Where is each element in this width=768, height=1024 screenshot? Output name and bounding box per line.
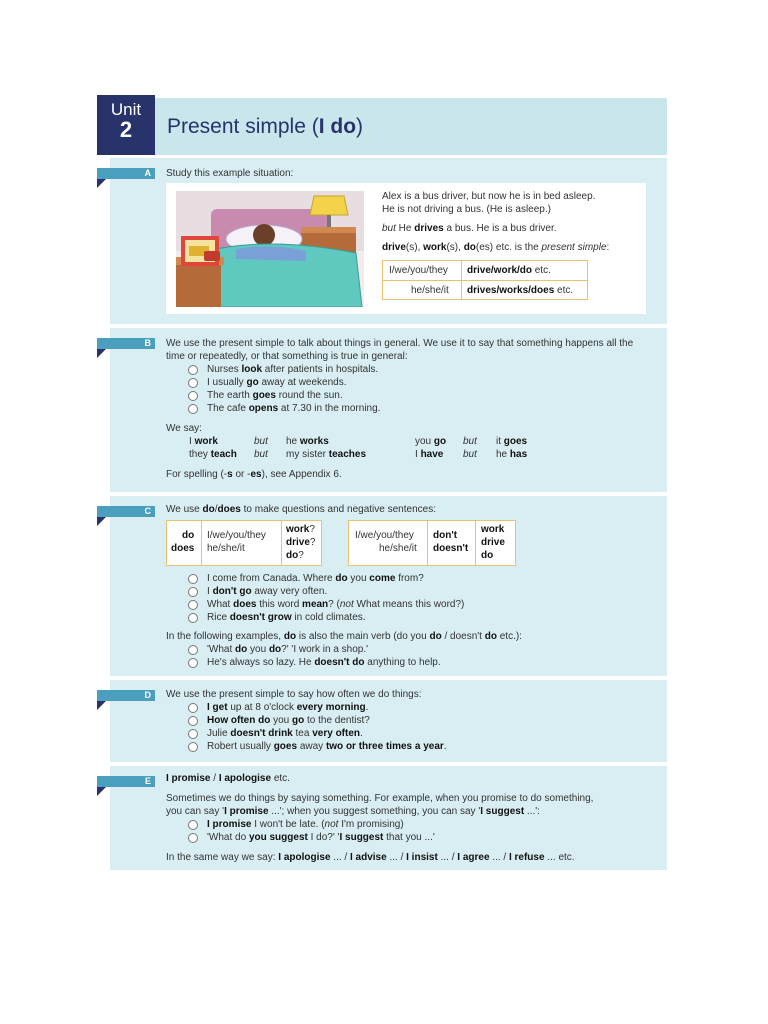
we-say-r1-c3: he works	[286, 436, 329, 447]
section-b-para-2: time or repeatedly, or that something is true in general:	[166, 351, 408, 362]
table-row-1-verb: drive/work/do etc.	[467, 265, 551, 276]
section-e-para-3: In the same way we say: I apologise ... / I advise ... / I insist ... / I agree ... / I refuse ... etc.	[166, 852, 575, 863]
section-c-intro: We use do/does to make questions and negative sentences:	[166, 504, 436, 515]
n-subject-1: I/we/you/they	[355, 530, 414, 541]
list-item: The earth goes round the sun.	[207, 390, 343, 401]
section-d-tab: D	[97, 690, 155, 701]
section-e-heading: I promise / I apologise etc.	[166, 773, 290, 784]
section-a-panel	[166, 183, 646, 314]
we-say-r1-c1: I work	[189, 436, 218, 447]
q-verb-1: work?	[286, 524, 315, 535]
section-d	[110, 680, 667, 762]
unit-label: Unit	[110, 100, 142, 119]
section-b-tab: B	[97, 338, 155, 349]
section-e-tab: E	[97, 776, 155, 787]
q-do: do	[182, 530, 195, 541]
we-say-r2-c6: he has	[496, 449, 528, 460]
section-b-para-1: We use the present simple to talk about things in general. We use it to say that something happens all the	[166, 338, 634, 349]
list-item: I usually go away at weekends.	[207, 377, 347, 388]
list-item: I don't go away very often.	[207, 586, 328, 597]
story-line-1: Alex is a bus driver, but now he is in bed asleep.	[382, 191, 596, 202]
list-item: Nurses look after patients in hospitals.	[207, 364, 379, 375]
section-c	[110, 496, 667, 676]
title-bar	[155, 98, 667, 155]
section-c-para-2: In the following examples, do is also the main verb (do you do / doesn't do etc.):	[166, 631, 522, 642]
conjugation-table	[382, 260, 588, 300]
we-say-r2-c4: I have	[415, 449, 444, 460]
list-item: I come from Canada. Where do you come from?	[207, 573, 424, 584]
tab-corner-icon	[97, 179, 106, 188]
unit-number: 2	[119, 117, 133, 142]
n-doesnt: doesn't	[433, 543, 469, 554]
n-verb-3: do	[481, 550, 494, 561]
section-a-tab: A	[97, 168, 155, 179]
we-say-r2-c3: my sister teaches	[286, 449, 367, 460]
list-item: The cafe opens at 7.30 in the morning.	[207, 403, 381, 414]
section-c-tab: C	[97, 506, 155, 517]
list-item: Robert usually goes away two or three times a year.	[207, 741, 447, 752]
bus-driver-asleep-illustration	[176, 191, 364, 307]
story-line-2: He is not driving a bus. (He is asleep.)	[382, 204, 551, 215]
section-a	[110, 158, 667, 324]
list-item: 'What do you suggest I do?' 'I suggest that you ...'	[207, 832, 435, 843]
list-item: Julie doesn't drink tea very often.	[207, 728, 363, 739]
n-dont: don't	[433, 530, 458, 541]
list-item: He's always so lazy. He doesn't do anything to help.	[207, 657, 441, 668]
we-say-r1-but2: but	[463, 436, 477, 447]
n-verb-2: drive	[481, 537, 505, 548]
q-verb-2: drive?	[286, 537, 316, 548]
table-row-1-subject: I/we/you/they	[389, 265, 448, 276]
tab-corner-icon	[97, 349, 106, 358]
list-item: What does this word mean? (not What means this word?)	[207, 599, 465, 610]
table-row-2-subject: he/she/it	[411, 285, 449, 296]
tab-corner-icon	[97, 701, 106, 710]
section-e	[110, 766, 667, 870]
we-say-r2-but: but	[254, 449, 268, 460]
n-verb-1: work	[481, 524, 505, 535]
tab-corner-icon	[97, 787, 106, 796]
we-say-label: We say:	[166, 423, 202, 434]
list-item: I get up at 8 o'clock every morning.	[207, 702, 369, 713]
list-item: I promise I won't be late. (not I'm promising)	[207, 819, 404, 830]
list-item: How often do you go to the dentist?	[207, 715, 370, 726]
we-say-r2-c1: they teach	[189, 449, 237, 460]
q-subject-1: I/we/you/they	[207, 530, 266, 541]
q-does: does	[171, 543, 195, 554]
section-a-intro: Study this example situation:	[166, 168, 294, 179]
table-row-2-verb: drives/works/does etc.	[467, 285, 574, 296]
negative-table	[348, 520, 516, 566]
q-subject-2: he/she/it	[207, 543, 245, 554]
tab-corner-icon	[97, 517, 106, 526]
we-say-r1-c4: you go	[415, 436, 447, 447]
list-item: Rice doesn't grow in cold climates.	[207, 612, 366, 623]
story-line-3: but He drives a bus. He is a bus driver.	[382, 223, 557, 234]
section-b	[110, 328, 667, 492]
we-say-r2-but2: but	[463, 449, 477, 460]
we-say-r1-but: but	[254, 436, 268, 447]
section-d-intro: We use the present simple to say how often we do things:	[166, 689, 422, 700]
section-e-para-1: Sometimes we do things by saying something. For example, when you promise to do something,	[166, 793, 594, 804]
unit-badge	[97, 95, 155, 155]
list-item: 'What do you do?' 'I work in a shop.'	[207, 644, 369, 655]
question-table	[166, 520, 322, 566]
page-title: Present simple (I do)	[167, 115, 364, 138]
n-subject-2: he/she/it	[379, 543, 417, 554]
section-e-para-2: you can say 'I promise ...'; when you suggest something, you can say 'I suggest ...':	[166, 806, 540, 817]
q-verb-3: do?	[286, 550, 304, 561]
present-simple-def: drive(s), work(s), do(es) etc. is the present simple:	[382, 242, 610, 253]
we-say-r1-c6: it goes	[496, 436, 528, 447]
spelling-note: For spelling (-s or -es), see Appendix 6.	[166, 469, 342, 480]
